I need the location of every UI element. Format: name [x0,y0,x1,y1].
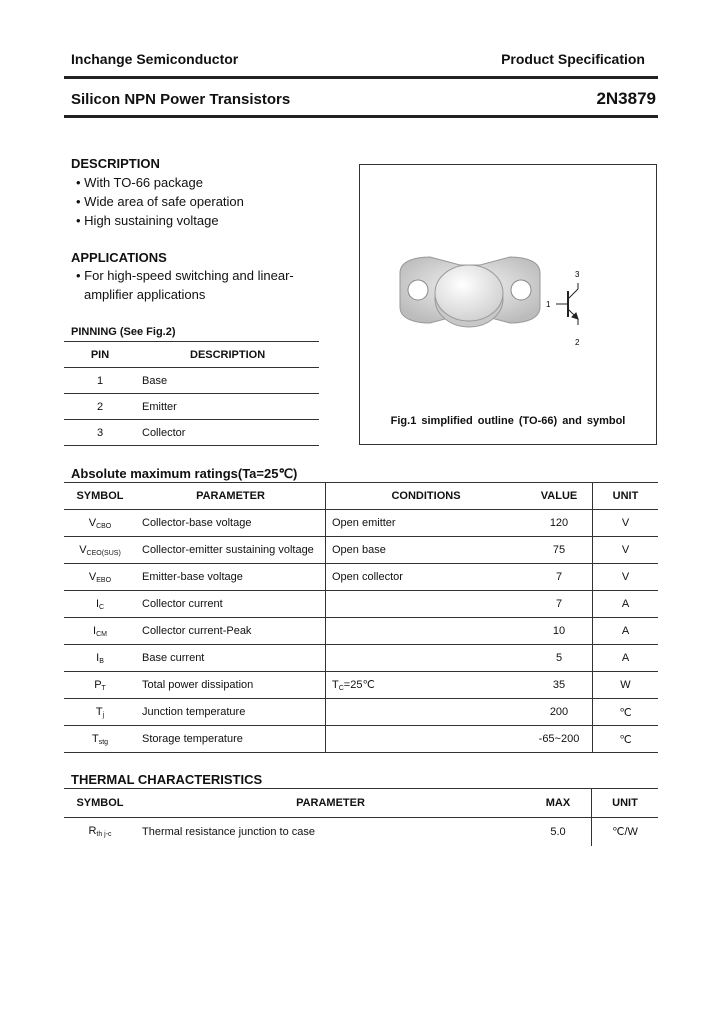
rating-value: 10 [526,618,593,645]
description-item: • High sustaining voltage [76,213,219,228]
pin-number: 1 [96,374,104,387]
col-unit: UNIT [612,797,638,809]
pinning-col-pin: PIN [90,348,110,361]
pinning-title: PINNING (See Fig.2) [71,326,176,338]
table-row [64,394,319,420]
rating-value: 7 [526,591,593,618]
pin-desc: Base [142,374,168,387]
figure-box [359,164,657,445]
mounting-hole-right [511,280,531,300]
company-name: Inchange Semiconductor [71,51,239,67]
pinning-table [64,341,319,446]
rating-condition: Open collector [332,571,403,583]
npn-transistor-symbol [556,283,578,325]
col-symbol: SYMBOL [76,490,124,502]
figure-caption: Fig.1 simplified outline (TO-66) and symbol [390,415,626,427]
mounting-hole-left [408,280,428,300]
product-line: Silicon NPN Power Transistors [71,91,291,108]
symbol-label-collector: 3 [575,270,580,279]
part-number: 2N3879 [596,89,656,108]
rating-parameter: Emitter-base voltage [136,564,326,591]
rating-symbol: $T_j$ [95,705,105,719]
pin-number: 3 [96,426,104,439]
table-row [64,564,658,591]
table-row [64,510,658,537]
thermal-parameter: Thermal resistance junction to case [142,825,316,838]
applications-item: • For high-speed switching and linear- [76,268,294,283]
rating-parameter: Junction temperature [136,699,326,726]
col-parameter: PARAMETER [136,483,326,510]
pin-desc: Collector [142,426,186,439]
col-value: VALUE [526,483,593,510]
col-unit: UNIT [612,490,639,502]
table-row [64,537,658,564]
rating-value: 5 [526,645,593,672]
rating-value: 75 [526,537,593,564]
thermal-symbol: $R_{th j-c}$ [88,825,112,839]
rating-value: -65~200 [526,726,593,753]
description-item: • Wide area of safe operation [76,194,244,209]
rating-value: 120 [526,510,593,537]
rating-unit: V [621,517,630,529]
col-max: MAX [525,789,592,818]
rating-parameter: Collector current [136,591,326,618]
table-row [64,591,658,618]
table-row [64,645,658,672]
abs-max-header-row [64,483,658,510]
rating-parameter: Storage temperature [136,726,326,753]
table-row [64,726,658,753]
rating-condition [326,591,527,618]
pin-desc: Emitter [142,400,177,413]
table-row [64,699,658,726]
thermal-table [64,788,658,846]
rating-unit: A [621,598,630,610]
thermal-max: 5.0 [525,818,592,846]
rating-unit: V [621,544,630,556]
rating-unit: ℃ [619,733,632,746]
abs-max-table [64,482,658,753]
symbol-label-emitter: 2 [575,338,580,347]
col-symbol: SYMBOL [76,797,124,809]
rating-unit: A [621,652,630,664]
rating-unit: ℃ [619,706,632,719]
rating-value: 200 [526,699,593,726]
rating-symbol: $V_{EBO}$ [88,570,112,584]
header-rule-bottom [64,115,658,118]
rating-condition [326,618,527,645]
rating-symbol: $V_{CEO(SUS)}$ [79,543,121,557]
rating-parameter: Base current [136,645,326,672]
description-list [76,173,244,230]
rating-condition: Open emitter [332,517,396,529]
rating-condition: $T_C=25℃$ [332,679,375,692]
description-title: DESCRIPTION [71,156,160,171]
table-row [64,672,658,699]
rating-condition [326,699,527,726]
rating-value: 35 [526,672,593,699]
pinning-col-desc: DESCRIPTION [190,348,266,361]
rating-parameter: Collector-base voltage [136,510,326,537]
rating-symbol: $T_{stg}$ [91,732,109,746]
header-rule-top [64,76,658,79]
to66-package-illustration [360,165,656,444]
pin-number: 2 [96,400,104,413]
thermal-header-row [64,789,658,818]
package-cap [435,265,503,321]
table-row [64,818,658,846]
abs-max-body [64,510,658,753]
rating-unit: W [620,679,631,691]
applications-list [76,266,294,304]
abs-max-title: Absolute maximum ratings(Ta=25℃) [71,466,298,481]
rating-unit: A [621,625,630,637]
rating-parameter: Collector current-Peak [136,618,326,645]
rating-symbol: $P_T$ [94,678,106,692]
doc-type: Product Specification [501,51,645,67]
rating-condition [326,645,527,672]
thermal-title: THERMAL CHARACTERISTICS [71,772,263,787]
table-row [64,618,658,645]
pinning-header-row [64,342,319,368]
rating-symbol: $I_C$ [95,597,105,611]
rating-parameter: Collector-emitter sustaining voltage [136,537,326,564]
rating-condition: Open base [332,544,386,556]
table-row [64,368,319,394]
rating-condition [326,726,527,753]
rating-symbol: $V_{CBO}$ [88,516,112,530]
table-row [64,420,319,446]
rating-symbol: $I_{CM}$ [93,624,107,638]
applications-item: amplifier applications [84,287,206,302]
rating-unit: V [621,571,630,583]
rating-value: 7 [526,564,593,591]
rating-symbol: $I_B$ [96,651,104,665]
symbol-label-base: 1 [546,300,551,309]
applications-title: APPLICATIONS [71,250,167,265]
description-item: • With TO-66 package [76,175,203,190]
thermal-unit: ℃/W [612,826,638,839]
col-conditions: CONDITIONS [391,490,461,502]
col-parameter: PARAMETER [296,797,365,809]
rating-parameter: Total power dissipation [136,672,326,699]
